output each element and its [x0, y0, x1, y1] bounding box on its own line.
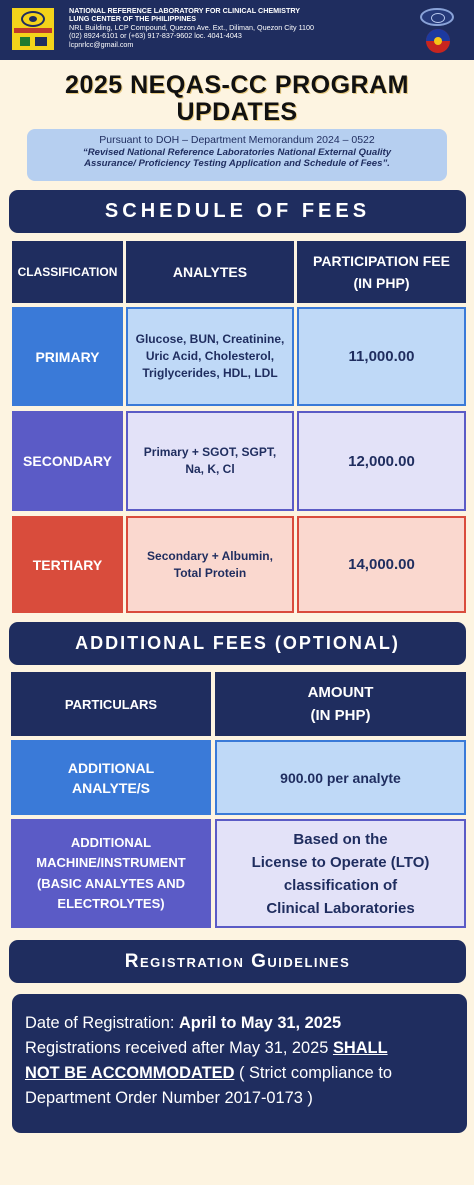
- tertiary-analytes-l1: Secondary + Albumin,: [147, 548, 273, 563]
- nrl-logo-icon: [10, 6, 56, 52]
- header-phone: (02) 8924-6101 or (+63) 917-837-9602 loc. 4041-4043: [69, 31, 242, 41]
- col-classification-header: CLASSIFICATION: [12, 241, 123, 303]
- reg-text-2: ( Strict compliance to: [234, 1064, 393, 1082]
- schedule-heading: SCHEDULE OF FEES: [9, 190, 466, 233]
- secondary-analytes-l1: Primary + SGOT, SGPT,: [143, 445, 277, 459]
- row-tertiary-class: TERTIARY: [12, 516, 123, 613]
- amount-header-line-1: AMOUNT: [307, 684, 374, 701]
- machine-amount-l3: classification of: [283, 876, 398, 894]
- col-particulars-header: PARTICULARS: [11, 672, 211, 736]
- additional-machine-l1: ADDITIONAL: [70, 834, 152, 850]
- additional-heading: ADDITIONAL FEES (OPTIONAL): [9, 622, 466, 665]
- reg-text-3: Department Order Number 2017-0173 ): [25, 1089, 313, 1107]
- additional-machine-l3: (BASIC ANALYTES AND: [36, 875, 186, 891]
- machine-amount-l4: Clinical Laboratories: [266, 899, 415, 917]
- additional-machine-l4: ELECTROLYTES): [57, 896, 165, 911]
- lcp-logo-icon: [420, 8, 454, 26]
- row-secondary-analytes: [126, 411, 294, 511]
- doh-seal-icon: [426, 29, 450, 53]
- header-line-2: LUNG CENTER OF THE PHILIPPINES: [69, 14, 196, 24]
- row-secondary-fee: 12,000.00: [297, 411, 466, 511]
- fee-header-line-1: PARTICIPATION FEE: [313, 253, 450, 269]
- additional-analyte-l1: ADDITIONAL: [67, 759, 155, 776]
- row-additional-machine: [11, 819, 211, 928]
- row-secondary-class: SECONDARY: [12, 411, 123, 511]
- reg-date-label: Date of Registration:: [25, 1014, 179, 1032]
- fee-header-line-2: (IN PHP): [353, 275, 410, 291]
- memo-line-1: Pursuant to DOH – Department Memorandum 2024 – 0522: [99, 134, 375, 146]
- tertiary-analytes-l2: Total Protein: [173, 565, 247, 580]
- memo-box: [27, 129, 447, 181]
- title-line-2: UPDATES: [176, 98, 298, 126]
- row-additional-analyte-amount: 900.00 per analyte: [215, 740, 466, 815]
- row-primary-class: PRIMARY: [12, 307, 123, 406]
- page-title: [0, 72, 474, 126]
- primary-analytes-l1: Glucose, BUN, Creatinine,: [135, 332, 285, 346]
- row-tertiary-fee: 14,000.00: [297, 516, 466, 613]
- memo-line-2: “Revised National Reference Laboratories National External Quality: [82, 146, 392, 158]
- col-fee-header: [297, 241, 466, 303]
- machine-amount-l2: License to Operate (LTO): [251, 853, 430, 871]
- secondary-analytes-l2: Na, K, Cl: [185, 462, 235, 476]
- header-email: lcpnrlcc@gmail.com: [69, 39, 134, 49]
- reg-shall: SHALL: [332, 1039, 388, 1057]
- registration-box: [12, 994, 467, 1133]
- reg-not-accommodated: NOT BE ACCOMMODATED: [25, 1064, 235, 1082]
- row-tertiary-analytes: [126, 516, 294, 613]
- col-analytes-header: ANALYTES: [126, 241, 294, 303]
- row-primary-fee: 11,000.00: [297, 307, 466, 406]
- header-line-1: NATIONAL REFERENCE LABORATORY FOR CLINICAL CHEMISTRY: [69, 6, 301, 15]
- primary-analytes-l2: Uric Acid, Cholesterol,: [145, 349, 275, 363]
- additional-analyte-l2: ANALYTE/S: [71, 779, 151, 796]
- additional-machine-l2: MACHINE/INSTRUMENT: [36, 855, 186, 870]
- primary-analytes-l3: Triglycerides, HDL, LDL: [142, 366, 278, 380]
- reg-date-value: April to May 31, 2025: [178, 1014, 342, 1032]
- reg-text-1: Registrations received after May 31, 2025: [25, 1039, 333, 1057]
- memo-line-3: Assurance/ Proficiency Testing Application and Schedule of Fees”.: [84, 157, 390, 169]
- registration-heading: Registration Guidelines: [9, 940, 466, 983]
- amount-header-line-2: (IN PHP): [310, 707, 371, 724]
- header-address: NRL Building, LCP Compound, Quezon Ave. Ext., Diliman, Quezon City 1100: [69, 22, 315, 32]
- row-additional-machine-amount: [215, 819, 466, 928]
- header-bar: [0, 0, 474, 60]
- col-amount-header: [215, 672, 466, 736]
- machine-amount-l1: Based on the: [293, 830, 388, 848]
- title-line-1: 2025 NEQAS-CC PROGRAM: [65, 71, 409, 99]
- header-text: [69, 7, 314, 49]
- row-primary-analytes: [126, 307, 294, 406]
- row-additional-analyte: [11, 740, 211, 815]
